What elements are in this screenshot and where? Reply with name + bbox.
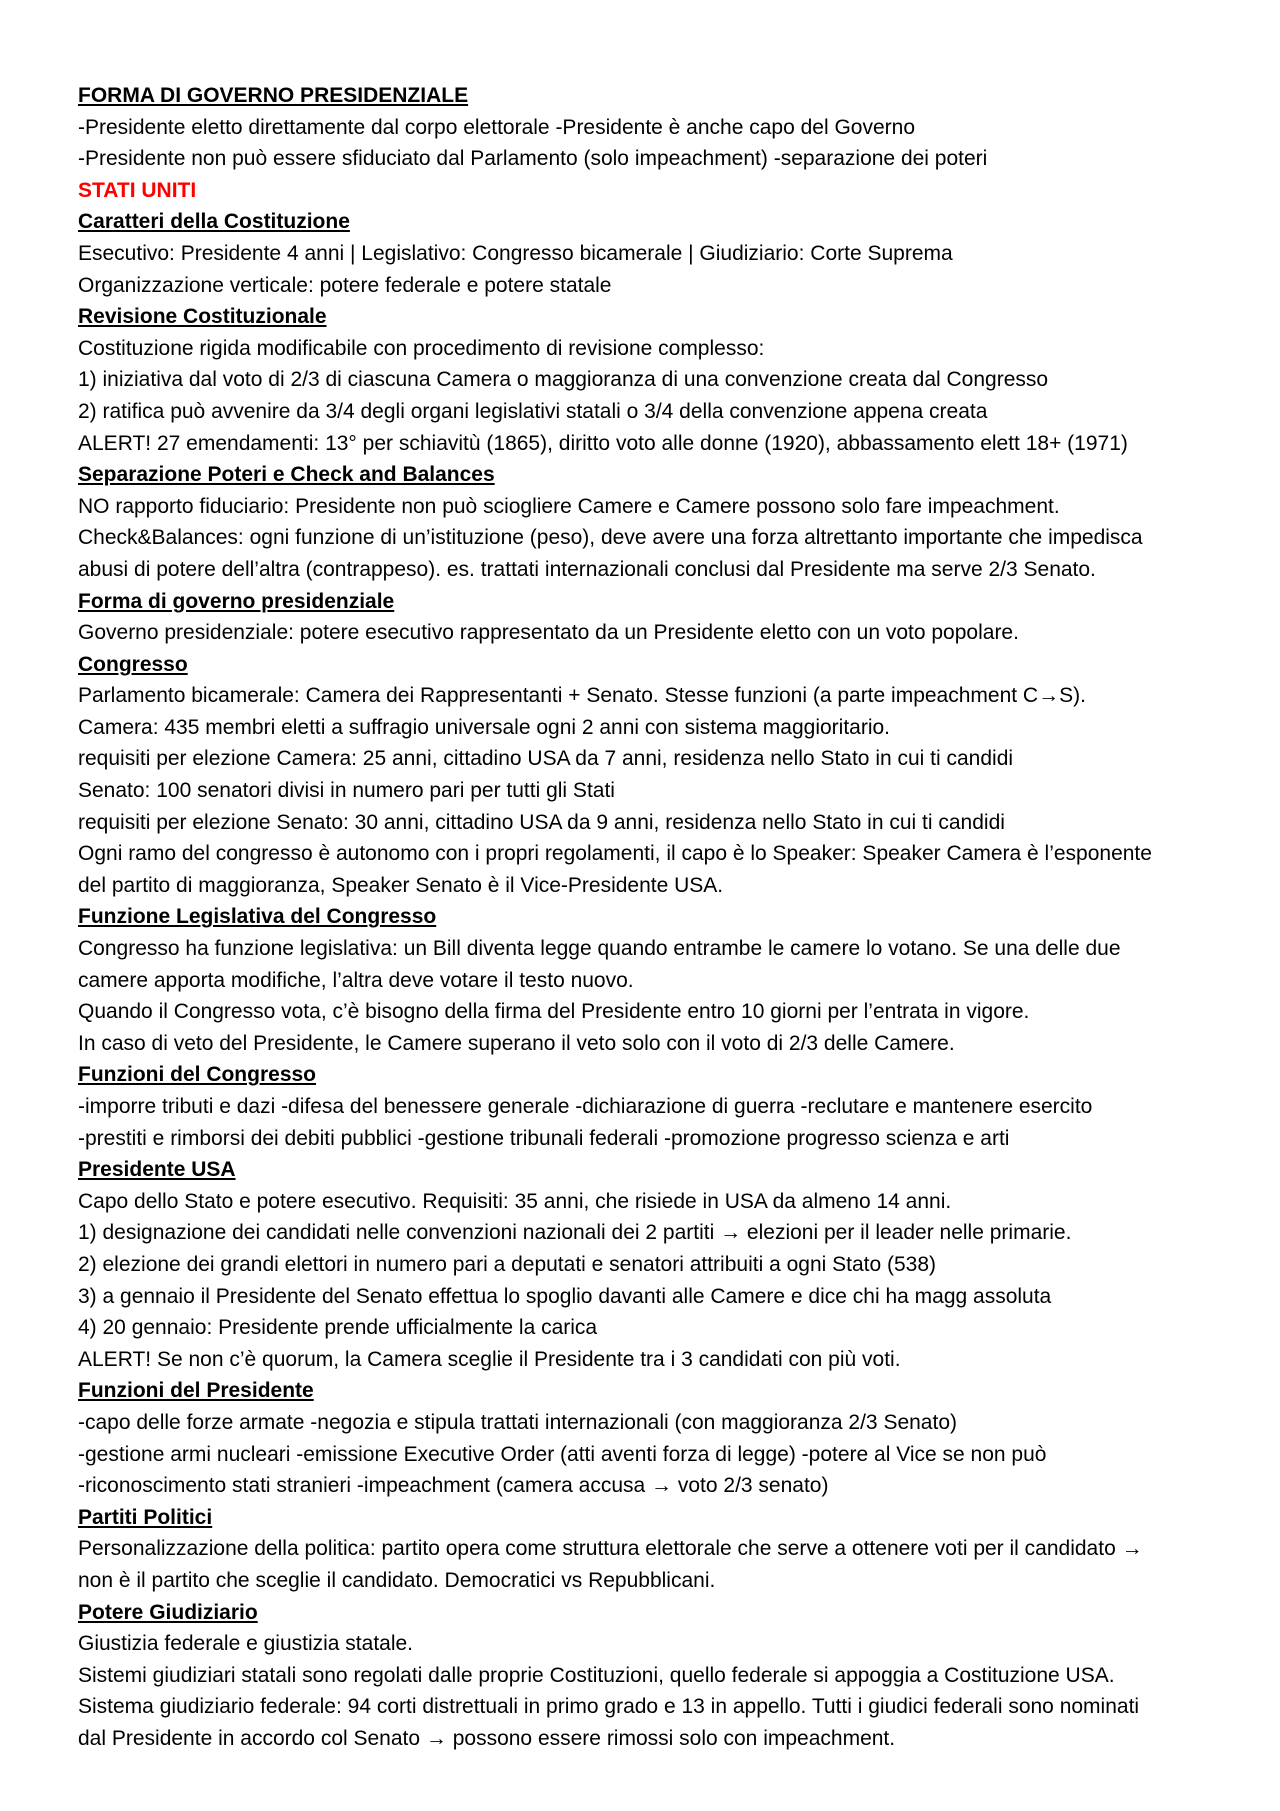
text-line: non è il partito che sceglie il candidato. Democratici vs Repubblicani. bbox=[78, 1568, 716, 1592]
section-heading: Caratteri della Costituzione bbox=[78, 210, 350, 234]
text-line: Ogni ramo del congresso è autonomo con i propri regolamenti, il capo è lo Speaker: Speaker Camera è l’esponente bbox=[78, 842, 1152, 866]
text-line: Senato: 100 senatori divisi in numero pari per tutti gli Stati bbox=[78, 779, 615, 803]
section-heading: Separazione Poteri e Check and Balances bbox=[78, 463, 495, 487]
text-line: Sistemi giudiziari statali sono regolati dalle proprie Costituzioni, quello federale si appoggia a Costituzione USA. bbox=[78, 1663, 1115, 1687]
section-heading: Potere Giudiziario bbox=[78, 1600, 258, 1624]
text-line: Sistema giudiziario federale: 94 corti distrettuali in primo grado e 13 in appello. Tutti i giudici federali sono nominati bbox=[78, 1695, 1140, 1719]
section-heading: FORMA DI GOVERNO PRESIDENZIALE bbox=[78, 84, 469, 107]
text-line: Organizzazione verticale: potere federale e potere statale bbox=[78, 273, 612, 297]
section-heading: Forma di governo presidenziale bbox=[78, 589, 395, 613]
text-line: NO rapporto fiduciario: Presidente non può sciogliere Camere e Camere possono solo fare impeachment. bbox=[78, 494, 1060, 518]
text-line: 2) elezione dei grandi elettori in numero pari a deputati e senatori attribuiti a ogni Stato (538) bbox=[78, 1252, 937, 1276]
text-line: requisiti per elezione Senato: 30 anni, cittadino USA da 9 anni, residenza nello Stato in cui ti candidi bbox=[78, 810, 1005, 834]
text-line: Congresso ha funzione legislativa: un Bill diventa legge quando entrambe le camere lo votano. Se una delle due bbox=[78, 937, 1121, 961]
text-line: Parlamento bicamerale: Camera dei Rappresentanti + Senato. Stesse funzioni (a parte impeachment C→S). bbox=[78, 684, 1086, 708]
text-line: Quando il Congresso vota, c’è bisogno della firma del Presidente entro 10 giorni per l’entrata in vigore. bbox=[78, 1000, 1030, 1024]
text-line: ALERT! Se non c’è quorum, la Camera sceglie il Presidente tra i 3 candidati con più voti. bbox=[78, 1347, 901, 1371]
text-line: Check&Balances: ogni funzione di un’istituzione (peso), deve avere una forza altrettanto importante che impedisca bbox=[78, 526, 1143, 550]
text-line: -Presidente non può essere sfiduciato dal Parlamento (solo impeachment) -separazione dei poteri bbox=[78, 147, 988, 171]
text-line: camere apporta modifiche, l’altra deve votare il testo nuovo. bbox=[78, 968, 634, 992]
text-line: Governo presidenziale: potere esecutivo rappresentato da un Presidente eletto con un voto popolare. bbox=[78, 621, 1019, 645]
document-page bbox=[78, 80, 1208, 1754]
text-line: -Presidente eletto direttamente dal corpo elettorale -Presidente è anche capo del Governo bbox=[78, 115, 916, 139]
text-line: abusi di potere dell’altra (contrappeso). es. trattati internazionali conclusi dal Presidente ma serve 2/3 Senato. bbox=[78, 557, 1096, 581]
country-heading: STATI UNITI bbox=[78, 178, 197, 202]
text-line: 4) 20 gennaio: Presidente prende ufficialmente la carica bbox=[78, 1316, 598, 1340]
text-line: Capo dello Stato e potere esecutivo. Requisiti: 35 anni, che risiede in USA da almeno 14 anni. bbox=[78, 1189, 952, 1213]
section-heading: Funzioni del Presidente bbox=[78, 1379, 314, 1403]
text-line: -capo delle forze armate -negozia e stipula trattati internazionali (con maggioranza 2/3 Senato) bbox=[78, 1410, 957, 1434]
text-line: Giustizia federale e giustizia statale. bbox=[78, 1632, 414, 1656]
text-line: 2) ratifica può avvenire da 3/4 degli organi legislativi statali o 3/4 della convenzione appena creata bbox=[78, 399, 988, 423]
text-line: 3) a gennaio il Presidente del Senato effettua lo spoglio davanti alle Camere e dice chi ha magg assoluta bbox=[78, 1284, 1052, 1308]
text-line: Camera: 435 membri eletti a suffragio universale ogni 2 anni con sistema maggioritario. bbox=[78, 715, 891, 739]
section-heading: Partiti Politici bbox=[78, 1505, 213, 1529]
section-heading: Funzione Legislativa del Congresso bbox=[78, 905, 437, 929]
section-heading: Congresso bbox=[78, 652, 188, 676]
text-line: In caso di veto del Presidente, le Camere superano il veto solo con il voto di 2/3 delle Camere. bbox=[78, 1031, 955, 1055]
text-line: del partito di maggioranza, Speaker Senato è il Vice-Presidente USA. bbox=[78, 873, 724, 897]
section-heading: Presidente USA bbox=[78, 1158, 236, 1182]
text-line: -prestiti e rimborsi dei debiti pubblici -gestione tribunali federali -promozione progresso scienza e arti bbox=[78, 1126, 1010, 1150]
text-line: 1) iniziativa dal voto di 2/3 di ciascuna Camera o maggioranza di una convenzione creata dal Congresso bbox=[78, 368, 1049, 392]
text-line: Esecutivo: Presidente 4 anni | Legislativo: Congresso bicamerale | Giudiziario: Corte Suprema bbox=[78, 241, 953, 265]
text-line: Costituzione rigida modificabile con procedimento di revisione complesso: bbox=[78, 336, 765, 360]
text-line: Personalizzazione della politica: partito opera come struttura elettorale che serve a ottenere voti per il candidato → bbox=[78, 1537, 1143, 1561]
text-line: dal Presidente in accordo col Senato → possono essere rimossi solo con impeachment. bbox=[78, 1726, 896, 1750]
section-heading: Funzioni del Congresso bbox=[78, 1063, 317, 1087]
text-line: requisiti per elezione Camera: 25 anni, cittadino USA da 7 anni, residenza nello Stato in cui ti candidi bbox=[78, 747, 1014, 771]
text-line: -imporre tributi e dazi -difesa del benessere generale -dichiarazione di guerra -reclutare e mantenere esercito bbox=[78, 1095, 1093, 1118]
text-line: -riconoscimento stati stranieri -impeachment (camera accusa → voto 2/3 senato) bbox=[78, 1474, 829, 1498]
text-line: -gestione armi nucleari -emissione Executive Order (atti aventi forza di legge) -potere al Vice se non può bbox=[78, 1442, 1047, 1466]
text-line: ALERT! 27 emendamenti: 13° per schiavitù (1865), diritto voto alle donne (1920), abbassamento elett 18+ (1971) bbox=[78, 431, 1128, 455]
section-heading: Revisione Costituzionale bbox=[78, 305, 327, 329]
text-line: 1) designazione dei candidati nelle convenzioni nazionali dei 2 partiti → elezioni per il leader nelle primarie. bbox=[78, 1221, 1072, 1245]
